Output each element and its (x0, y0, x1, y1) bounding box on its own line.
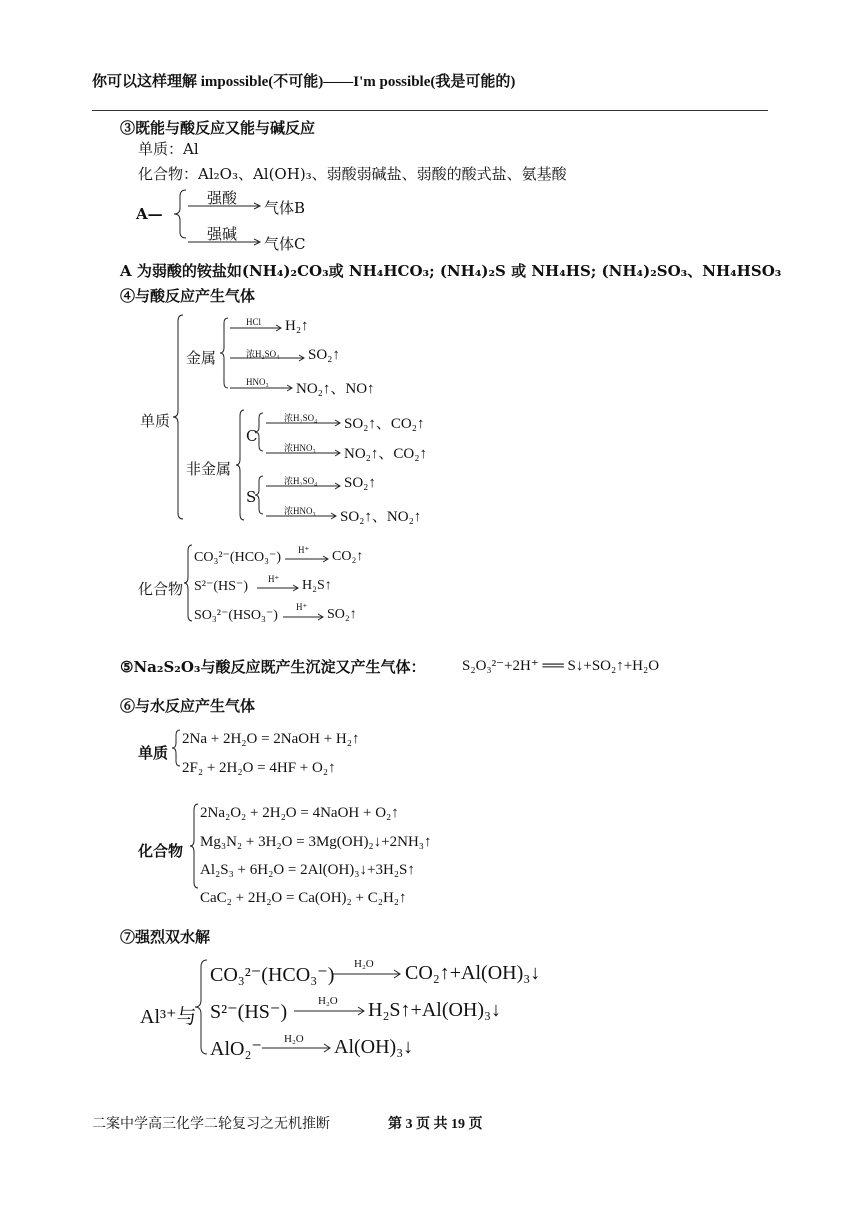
s6-equation: 2F₂ + 2H₂O = 4HF + O₂↑ (182, 760, 336, 776)
brace (236, 410, 244, 520)
s4-reagent: 浓HNO₃ (284, 506, 316, 516)
s5-equation: S₂O₃²⁻+2H⁺ ══ S↓+SO₂↑+H₂O (462, 658, 660, 674)
arrow (283, 614, 323, 620)
arrow (266, 450, 340, 456)
s7-reagent: H₂O (318, 995, 338, 1007)
s4-reagent: 浓H₂SO₄ (284, 413, 318, 423)
s7-al-label: Al³⁺与 (140, 1006, 197, 1028)
s6-equation: 2Na + 2H₂O = 2NaOH + H₂↑ (182, 731, 360, 747)
s3-gas-c: 气体C (264, 235, 306, 253)
s4-metal-label: 金属 (186, 349, 217, 367)
arrow (266, 420, 340, 426)
s4-compound-ion: CO₃²⁻(HCO₃⁻) (194, 550, 282, 565)
s4-reagent: H⁺ (296, 602, 308, 612)
arrow (285, 556, 328, 562)
s4-product: NO₂↑、CO₂↑ (344, 446, 427, 462)
s4-reagent: 浓H₂SO₄ (246, 349, 280, 359)
s4-product: SO₂↑ (327, 607, 357, 622)
s4-reagent: H⁺ (268, 574, 280, 584)
section-7-title: ⑦强烈双水解 (120, 928, 211, 946)
arrow (257, 585, 298, 591)
arrow (332, 970, 400, 978)
arrow (230, 325, 281, 331)
s4-reagent: H⁺ (298, 545, 310, 555)
s4-product: SO₂↑、NO₂↑ (340, 509, 422, 525)
s4-danzhi-label: 单质 (140, 412, 171, 430)
s7-reagent: H₂O (284, 1033, 304, 1045)
s4-compound-ion: SO₃²⁻(HSO₃⁻) (194, 608, 278, 623)
s4-sulfur-label: S (246, 488, 257, 506)
footer-page-number: 第 3 页 共 19 页 (388, 1117, 483, 1132)
arrow (294, 1007, 364, 1015)
brace (184, 545, 192, 621)
brace (174, 190, 186, 238)
arrow (188, 239, 260, 245)
page-header: 你可以这样理解 impossible(不可能)——I'm possible(我是可能的) (92, 74, 516, 90)
arrow (188, 203, 260, 209)
brace (190, 804, 198, 888)
s7-ion: CO₃²⁻(HCO₃⁻) (210, 964, 335, 986)
s4-reagent: 浓H₂SO₄ (284, 476, 318, 486)
s3-gas-b: 气体B (264, 199, 306, 217)
arrow (262, 1044, 330, 1052)
s7-reagent: H₂O (354, 958, 374, 970)
s6-equation: CaC₂ + 2H₂O = Ca(OH)₂ + C₂H₂↑ (200, 890, 407, 906)
s4-reagent: HCl (246, 317, 262, 327)
s4-compound-ion: S²⁻(HS⁻) (194, 579, 248, 594)
brace (220, 318, 228, 388)
footer-title: 二案中学高三化学二轮复习之无机推断 (92, 1117, 330, 1132)
s4-product: NO₂↑、NO↑ (296, 381, 375, 397)
s3-reagent-acid: 强酸 (207, 189, 238, 207)
arrow (230, 355, 304, 361)
s6-equation: 2Na₂O₂ + 2H₂O = 4NaOH + O₂↑ (200, 805, 399, 821)
section-3-title: ③既能与酸反应又能与碱反应 (120, 119, 316, 137)
s3-compounds: 化合物：Al₂O₃、Al(OH)₃、弱酸弱碱盐、弱酸的酸式盐、氨基酸 (138, 165, 567, 183)
s7-product: CO₂↑+Al(OH)₃↓ (405, 962, 541, 984)
brace (255, 413, 263, 451)
s4-product: CO₂↑ (332, 549, 364, 564)
s4-product: H₂S↑ (302, 578, 332, 593)
brace (195, 960, 207, 1054)
brace (255, 476, 263, 514)
arrow (266, 483, 340, 489)
s4-nonmetal-label: 非金属 (186, 460, 232, 478)
s4-product: H₂↑ (285, 318, 309, 334)
s3-element: 单质：Al (138, 140, 199, 158)
section-6-title: ⑥与水反应产生气体 (120, 697, 256, 715)
s4-reagent: HNO₃ (246, 377, 269, 387)
s7-ion: S²⁻(HS⁻) (210, 1001, 288, 1023)
s7-ion: AlO₂⁻ (210, 1038, 262, 1060)
s4-compound-label: 化合物 (138, 580, 184, 598)
s6-equation: Al₂S₃ + 6H₂O = 2Al(OH)₃↓+3H₂S↑ (200, 862, 415, 878)
s4-carbon-label: C (246, 427, 258, 445)
s7-product: H₂S↑+Al(OH)₃↓ (368, 999, 501, 1021)
brace (173, 315, 183, 519)
s3-note: A 为弱酸的铵盐如(NH₄)₂CO₃或 NH₄HCO₃; (NH₄)₂S 或 NH₄HS; (NH₄)₂SO₃、NH₄HSO₃ (120, 262, 782, 280)
s3-a-label: A— (136, 205, 163, 223)
s4-product: SO₂↑ (308, 347, 340, 363)
s6-compound-label: 化合物 (138, 842, 184, 860)
s3-reagent-base: 强碱 (207, 225, 238, 243)
s4-reagent: 浓HNO₃ (284, 443, 316, 453)
s6-equation: Mg₃N₂ + 3H₂O = 3Mg(OH)₂↓+2NH₃↑ (200, 834, 432, 850)
section-4-title: ④与酸反应产生气体 (120, 287, 256, 305)
s6-danzhi-label: 单质 (138, 744, 169, 762)
arrow (230, 385, 292, 391)
section-5-title: ⑤Na₂S₂O₃与酸反应既产生沉淀又产生气体： (120, 658, 426, 676)
s7-product: Al(OH)₃↓ (334, 1036, 414, 1058)
s4-product: SO₂↑、CO₂↑ (344, 416, 425, 432)
arrow (266, 513, 336, 519)
brace (172, 730, 180, 766)
s4-product: SO₂↑ (344, 475, 376, 491)
